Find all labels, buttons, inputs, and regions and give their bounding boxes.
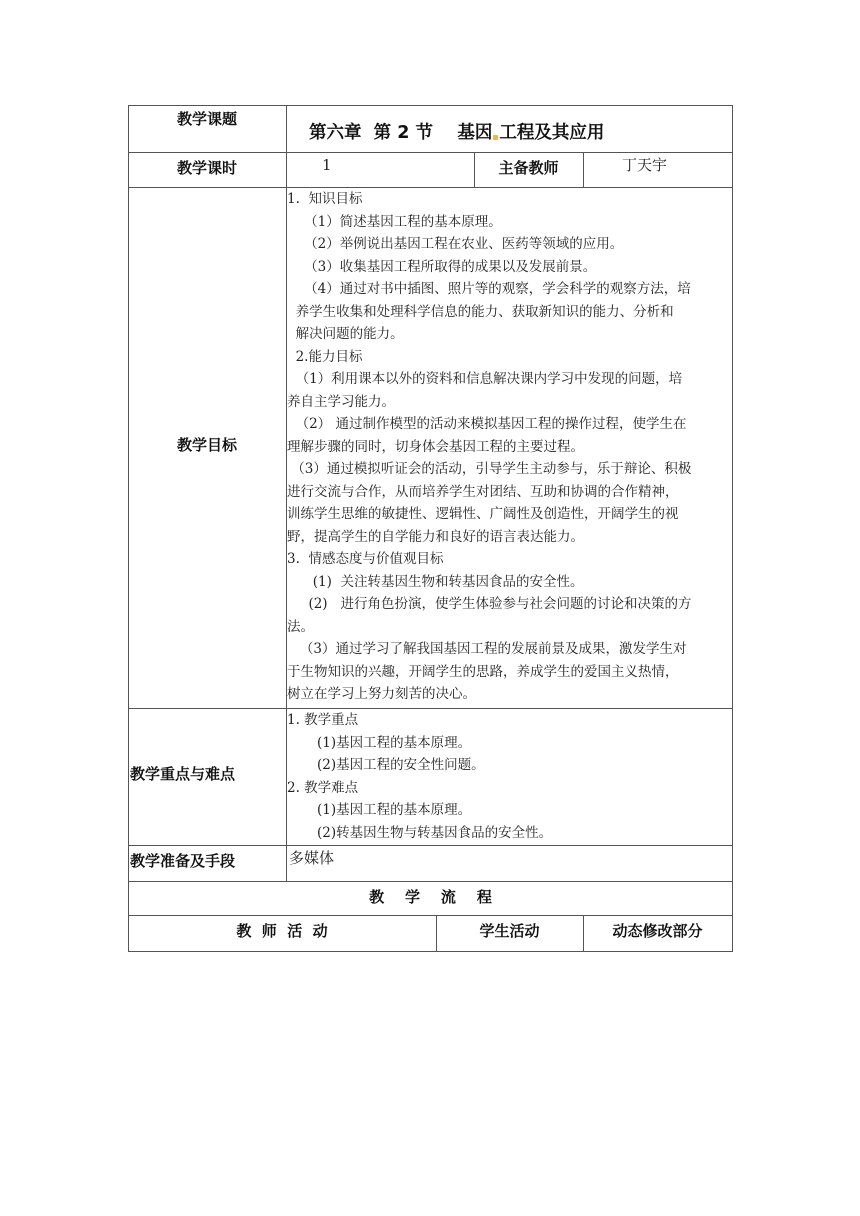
- objective-line: （3）通过学习了解我国基因工程的发展前景及成果，激发学生对: [287, 641, 687, 657]
- lesson-title-part1: 第六章 第 2 节 基因: [309, 123, 493, 143]
- objective-line: 理解步骤的同时，切身体会基因工程的主要过程。: [287, 438, 584, 455]
- objective-line: （4）通过对书中插图、照片等的观察，学会科学的观察方法，培: [287, 281, 691, 297]
- table-border-top: [128, 105, 733, 106]
- lesson-title: [309, 119, 604, 144]
- objective-line: 法。: [287, 618, 314, 635]
- table-border-left: [128, 105, 129, 952]
- hours-label: 教学课时: [176, 159, 237, 177]
- lesson-title-part2: 工程及其应用: [499, 123, 605, 143]
- row-divider: [128, 915, 733, 916]
- key-point-line: 2. 教学难点: [287, 779, 359, 796]
- objective-line: （3）收集基因工程所取得的成果以及发展前景。: [287, 258, 597, 275]
- student-activity-header: 学生活动: [479, 922, 540, 940]
- table-border-bottom: [128, 951, 733, 952]
- objective-line: (1) 关注转基因生物和转基因食品的安全性。: [287, 573, 584, 590]
- key-points-content: [287, 709, 732, 844]
- highlight-mark: [493, 135, 498, 140]
- row-divider: [128, 845, 733, 846]
- dynamic-changes-header: 动态修改部分: [612, 922, 703, 940]
- process-header: 教 学 流 程: [369, 888, 492, 906]
- teacher-activity-header: 教 师 活 动: [236, 922, 328, 940]
- hours-value: 1: [322, 156, 332, 174]
- objective-line: （2） 通过制作模型的活动来模拟基因工程的操作过程，使学生在: [287, 416, 687, 432]
- key-point-line: 1. 教学重点: [287, 712, 359, 728]
- objective-line: 1. 知识目标: [287, 191, 363, 207]
- objective-line: 树立在学习上努力刻苦的决心。: [287, 686, 476, 702]
- objective-line: 养学生收集和处理科学信息的能力、获取新知识的能力、分析和: [287, 303, 674, 320]
- objective-line: （2）举例说出基因工程在农业、医药等领域的应用。: [287, 236, 624, 252]
- key-point-line: (2)基因工程的安全性问题。: [287, 757, 485, 773]
- objectives-label: 教学目标: [176, 436, 237, 454]
- preparation-value: 多媒体: [289, 849, 335, 867]
- table-border-right: [732, 105, 733, 952]
- key-point-line: (2)转基因生物与转基因食品的安全性。: [287, 824, 553, 841]
- teacher-name: 丁天宇: [622, 156, 668, 174]
- objective-line: 3. 情感态度与价值观目标: [287, 551, 444, 567]
- preparation-label: 教学准备及手段: [130, 852, 236, 870]
- topic-label: 教学课题: [176, 110, 237, 128]
- key-points-label: 教学重点与难点: [130, 765, 236, 783]
- column-divider: [583, 152, 584, 188]
- objective-line: 进行交流与合作，从而培养学生对团结、互助和协调的合作精神，: [287, 483, 679, 500]
- objective-line: (2) 进行角色扮演，使学生体验参与社会问题的讨论和决策的方: [287, 596, 692, 612]
- objective-line: （1）简述基因工程的基本原理。: [287, 213, 502, 230]
- objective-line: 于生物知识的兴趣，开阔学生的思路，养成学生的爱国主义热情，: [287, 663, 679, 680]
- key-point-line: (1)基因工程的基本原理。: [287, 734, 472, 751]
- row-divider: [128, 152, 733, 153]
- row-divider: [128, 881, 733, 882]
- objective-line: （1）利用课本以外的资料和信息解决课内学习中发现的问题，培: [287, 371, 683, 387]
- teacher-label: 主备教师: [498, 159, 559, 177]
- objective-line: 2.能力目标: [287, 348, 363, 365]
- objective-line: 养自主学习能力。: [287, 393, 395, 410]
- key-point-line: (1)基因工程的基本原理。: [287, 802, 472, 818]
- objective-line: 野，提高学生的自学能力和良好的语言表达能力。: [287, 528, 584, 545]
- objectives-content: [287, 188, 732, 706]
- objective-line: 解决问题的能力。: [287, 326, 404, 342]
- objective-line: 训练学生思维的敏捷性、逻辑性、广阔性及创造性，开阔学生的视: [287, 506, 679, 522]
- objective-line: （3）通过模拟听证会的活动，引导学生主动参与，乐于辩论、积极: [287, 461, 692, 477]
